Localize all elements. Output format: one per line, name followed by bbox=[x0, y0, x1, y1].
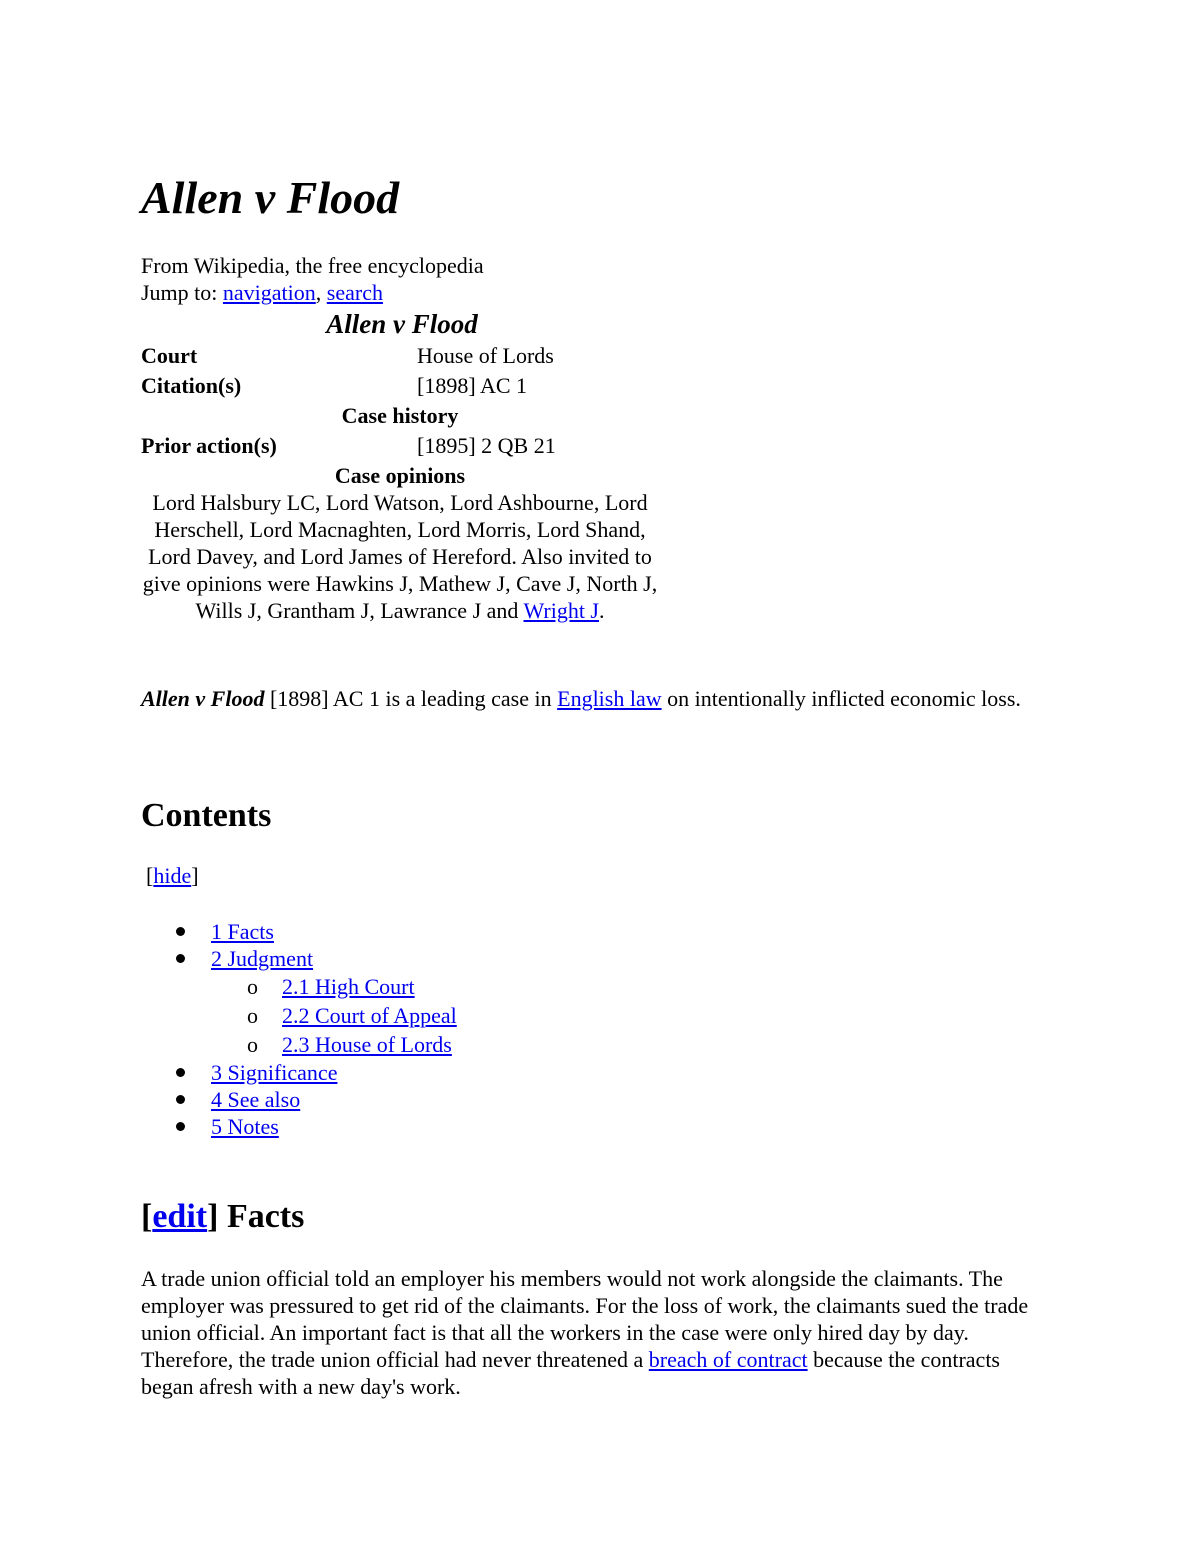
toc-item-house-of-lords bbox=[141, 1030, 457, 1059]
facts-text-2: because the contracts began afresh with a new day's work. bbox=[141, 1347, 1000, 1399]
jump-search-link[interactable]: search bbox=[326, 280, 383, 305]
infobox-court-label: Court bbox=[141, 343, 198, 368]
toc-link[interactable]: 3 Significance bbox=[211, 1060, 338, 1085]
infobox-citation-label: Citation(s) bbox=[141, 373, 242, 398]
toc-toggle-open: [ bbox=[146, 863, 154, 888]
infobox-row-citation bbox=[141, 371, 659, 401]
infobox-row-prior-action bbox=[141, 431, 659, 461]
jump-to-links bbox=[141, 279, 383, 306]
infobox-case-history-header: Case history bbox=[341, 403, 459, 428]
facts-heading bbox=[141, 1197, 304, 1237]
toc-hide-link[interactable]: hide bbox=[153, 863, 192, 888]
toc-toggle bbox=[146, 862, 199, 889]
jump-navigation-link[interactable]: navigation bbox=[222, 280, 316, 305]
toc-item-judgment bbox=[141, 945, 457, 972]
toc-toggle-close: ] bbox=[191, 863, 199, 888]
english-law-link[interactable]: English law bbox=[557, 686, 662, 711]
toc-link[interactable]: 4 See also bbox=[211, 1087, 301, 1112]
infobox-opinions bbox=[141, 489, 659, 624]
toc-item-high-court bbox=[141, 972, 457, 1001]
sub-bullet-icon: o bbox=[247, 1032, 258, 1057]
edit-close-bracket: ] bbox=[207, 1198, 219, 1235]
wright-j-link[interactable]: Wright J bbox=[523, 598, 599, 623]
toc-link[interactable]: 5 Notes bbox=[211, 1114, 279, 1139]
infobox-row-court bbox=[141, 341, 659, 371]
contents-title: Contents bbox=[141, 797, 272, 834]
toc-item-see-also bbox=[141, 1086, 457, 1113]
toc-link[interactable]: 2.2 Court of Appeal bbox=[282, 1003, 457, 1028]
infobox-citation-value: [1898] AC 1 bbox=[417, 373, 527, 398]
lead-text-1: [1898] AC 1 is a leading case in bbox=[264, 686, 558, 711]
sub-bullet-icon: o bbox=[247, 974, 258, 999]
site-subtitle: From Wikipedia, the free encyclopedia bbox=[141, 253, 484, 278]
toc-item-facts bbox=[141, 918, 457, 945]
jump-separator: , bbox=[315, 280, 327, 305]
table-of-contents bbox=[141, 918, 457, 1140]
lead-paragraph bbox=[141, 685, 1056, 712]
bullet-icon bbox=[176, 1095, 185, 1104]
bullet-icon bbox=[176, 927, 185, 936]
jump-to-label: Jump to: bbox=[141, 280, 223, 305]
infobox-case-opinions-header: Case opinions bbox=[334, 463, 466, 488]
facts-paragraph bbox=[141, 1265, 1056, 1400]
infobox-opinions-end: . bbox=[599, 598, 605, 623]
infobox-prior-label: Prior action(s) bbox=[141, 433, 277, 458]
sub-bullet-icon: o bbox=[247, 1003, 258, 1028]
lead-case-name: Allen v Flood bbox=[141, 686, 265, 711]
bullet-icon bbox=[176, 1122, 185, 1131]
toc-item-significance bbox=[141, 1059, 457, 1086]
lead-text-2: on intentionally inflicted economic loss. bbox=[661, 686, 1021, 711]
bullet-icon bbox=[176, 1068, 185, 1077]
bullet-icon bbox=[176, 954, 185, 963]
breach-of-contract-link[interactable]: breach of contract bbox=[648, 1347, 808, 1372]
infobox-prior-value: [1895] 2 QB 21 bbox=[417, 433, 556, 458]
case-infobox bbox=[141, 307, 659, 624]
edit-facts-link[interactable]: edit bbox=[152, 1198, 208, 1235]
facts-text-1: A trade union official told an employer his members would not work alongside the claimants. The employer was pressured to get rid of the claimants. For the loss of work, the claimants sued the trade union official. An important fact is that all the workers in the case were only hired day by day. Therefore, the trade union official had never threatened a bbox=[141, 1266, 1029, 1372]
infobox-opinions-text: Lord Halsbury LC, Lord Watson, Lord Ashbourne, Lord Herschell, Lord Macnaghten, Lord Morris, Lord Shand, Lord Davey, and Lord James of Hereford. Also invited to give opinions were Hawkins J, Mathew J, Cave J, North J, Wills J, Grantham J, Lawrance J and bbox=[142, 490, 658, 623]
edit-open-bracket: [ bbox=[141, 1198, 153, 1235]
toc-link[interactable]: 2.1 High Court bbox=[282, 974, 415, 999]
page-title: Allen v Flood bbox=[141, 172, 400, 223]
toc-link[interactable]: 2 Judgment bbox=[211, 946, 314, 971]
facts-heading-text: Facts bbox=[218, 1198, 305, 1235]
infobox-caption: Allen v Flood bbox=[326, 309, 478, 339]
toc-link[interactable]: 1 Facts bbox=[211, 919, 274, 944]
toc-item-court-of-appeal bbox=[141, 1001, 457, 1030]
toc-link[interactable]: 2.3 House of Lords bbox=[282, 1032, 452, 1057]
infobox-court-value: House of Lords bbox=[417, 343, 554, 368]
toc-item-notes bbox=[141, 1113, 457, 1140]
